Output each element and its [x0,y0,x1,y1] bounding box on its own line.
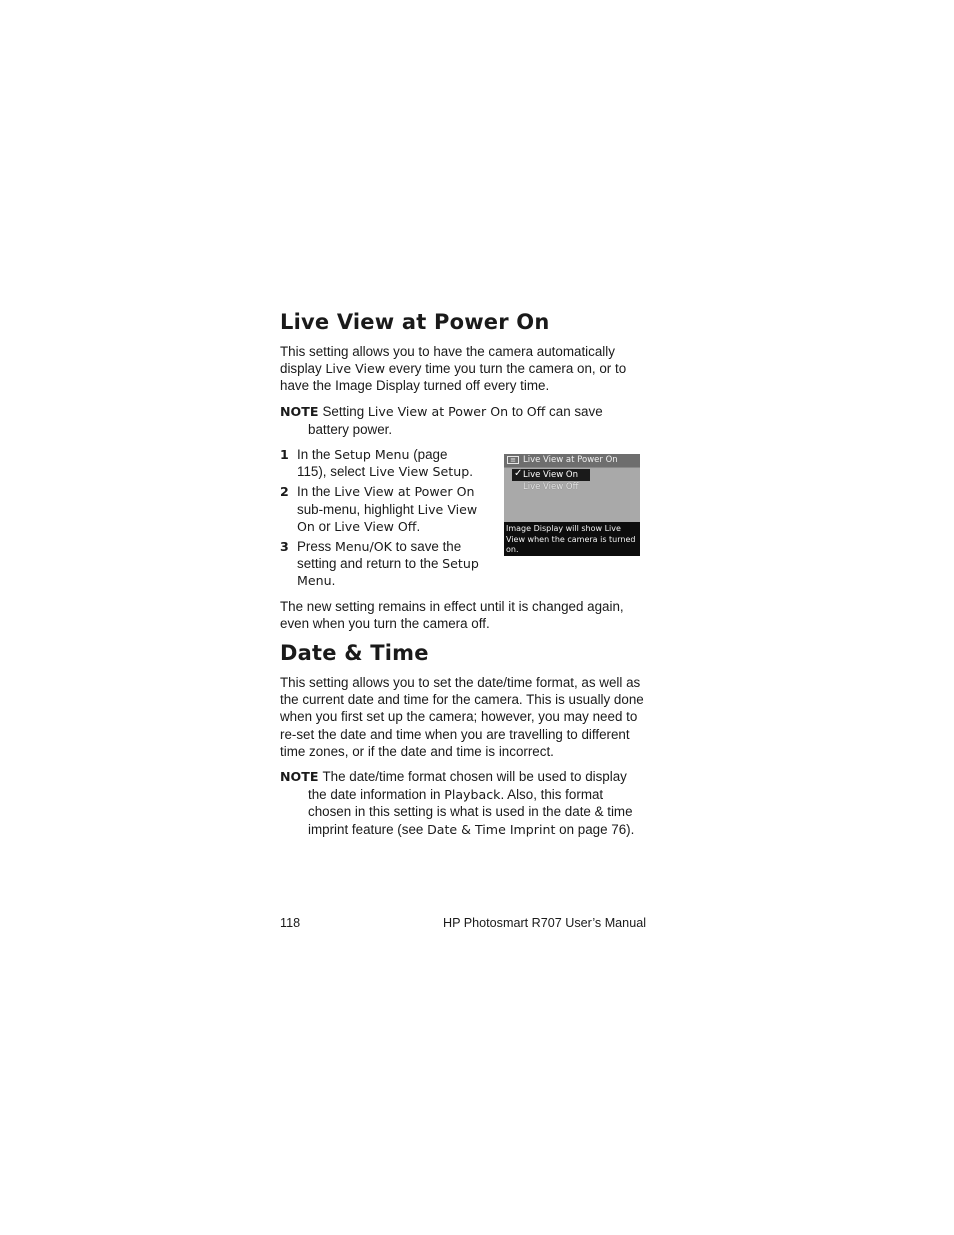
page-number: 118 [280,916,301,930]
screen-title-bar [504,454,640,468]
section-heading-date-time: Date & Time [280,641,429,665]
screen-help-message: Image Display will show Live View when the camera is turned on. [504,522,640,556]
step-number: 3 [280,539,289,555]
step-item: 2 In the Live View at Power On sub-menu, highlight Live View On or Live View Off. [280,484,478,534]
step-number: 1 [280,447,289,462]
manual-title: HP Photosmart R707 User’s Manual [443,916,646,930]
step-item: 1 In the Setup Menu (page 115), select Live View Setup. [280,447,473,480]
note-label: NOTE [280,404,319,419]
ui-term-live-view: Live View [325,361,386,377]
live-view-intro: This setting allows you to have the camera automatically display Live View every time you turn the camera on, or to have the Image Display turned off every time. [280,344,627,394]
note-label: NOTE [280,769,319,784]
option-live-view-on: Live View On [523,470,579,480]
section-heading-live-view: Live View at Power On [280,310,550,334]
live-view-closing: The new setting remains in effect until it is changed again, even when you turn the camera off. [280,599,624,632]
step-item: 3 Press Menu/OK to save the setting and return to the Setup Menu. [280,539,479,589]
steps-list [280,446,480,593]
checkmark-icon: ✓ [514,468,523,479]
menu-icon: ≡ [507,456,519,464]
camera-screen-illustration [504,454,640,556]
date-time-body: This setting allows you to set the date/time format, as well as the current date and time for the camera. This is usually done when you first set up the camera; however, you may need to re-set the date and time when you are travelling to different time zones, or if the date and time is incorrect. [280,675,644,759]
step-number: 2 [280,484,289,500]
note-battery: NOTE Setting Live View at Power On to Off can save battery power. [280,404,603,437]
option-live-view-off: Live View Off [523,482,579,492]
note-date-format: NOTE The date/time format chosen will be used to display the date information in Playback. Also, this format chosen in this setting is what is used in the date & time imprint feature (see Date & Time Imprint on page 76). [280,769,635,837]
screen-title: Live View at Power On [523,455,618,465]
